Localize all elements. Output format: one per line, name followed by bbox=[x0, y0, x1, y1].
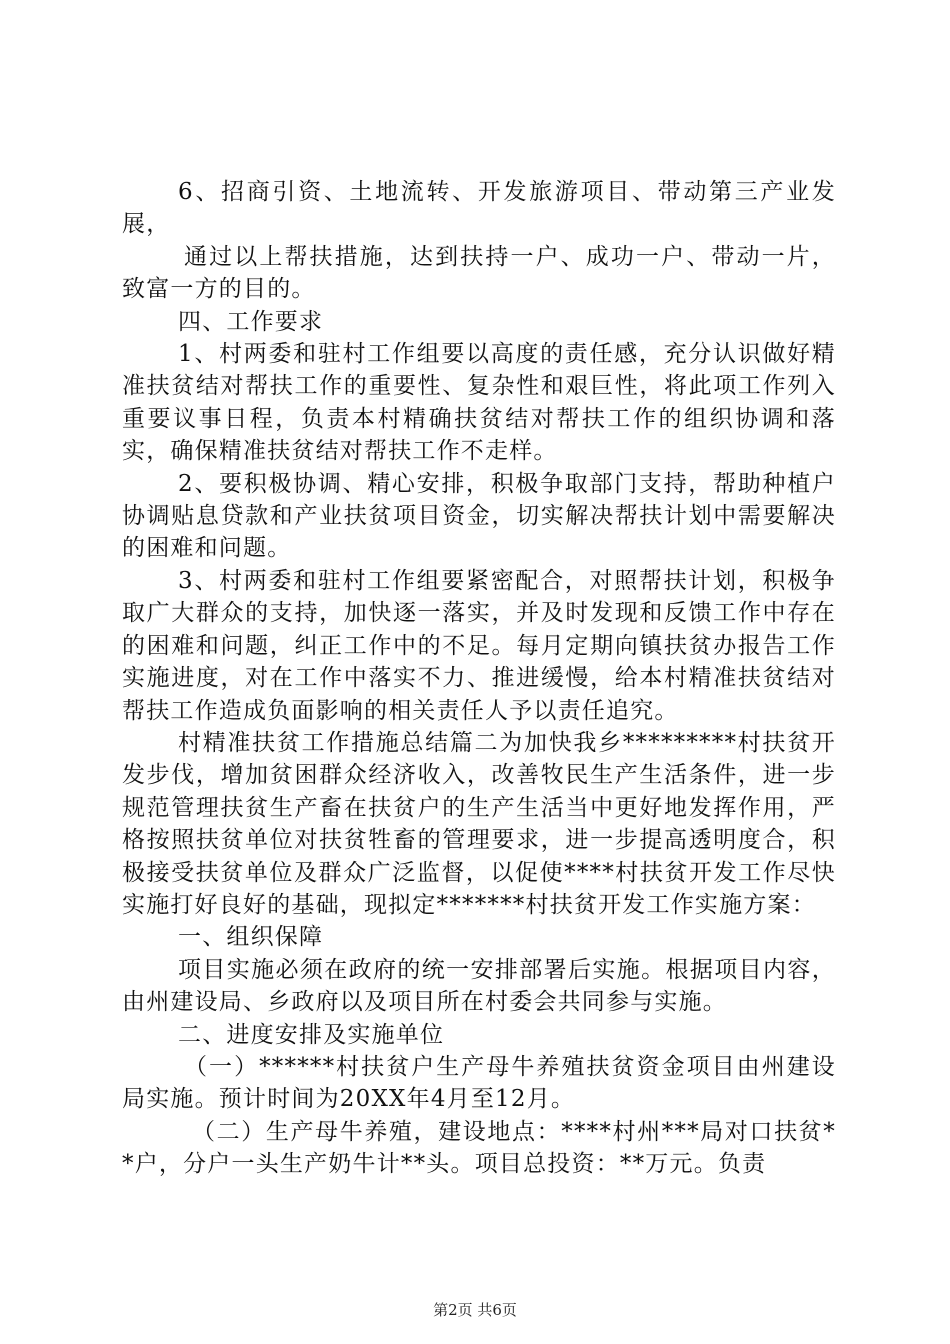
paragraph-schedule-2: （二）生产母牛养殖，建设地点：****村州***局对口扶贫**户，分户一头生产奶牛计**头。项目总投资：**万元。负责 bbox=[122, 1118, 836, 1178]
document-body bbox=[122, 176, 836, 1181]
section-heading-work-requirements: 四、工作要求 bbox=[178, 308, 324, 335]
paragraph-summary: 通过以上帮扶措施，达到扶持一户、成功一户、带动一片，致富一方的目的。 bbox=[122, 243, 836, 303]
section-heading-schedule: 二、进度安排及实施单位 bbox=[178, 1021, 445, 1048]
paragraph-organization: 项目实施必须在政府的统一安排部署后实施。根据项目内容，由州建设局、乡政府以及项目所在村委会共同参与实施。 bbox=[122, 956, 836, 1016]
paragraph-requirement-1: 1、村两委和驻村工作组要以高度的责任感，充分认识做好精准扶贫结对帮扶工作的重要性、复杂性和艰巨性，将此项工作列入重要议事日程，负责本村精确扶贫结对帮扶工作的组织协调和落实，确保精准扶贫结对帮扶工作不走样。 bbox=[122, 341, 836, 465]
page-number-label: 第2页 共6页 bbox=[433, 1301, 517, 1319]
paragraph-requirement-3: 3、村两委和驻村工作组要紧密配合，对照帮扶计划，积极争取广大群众的支持，加快逐一落实，并及时发现和反馈工作中存在的困难和问题，纠正工作中的不足。每月定期向镇扶贫办报告工作实施进度，对在工作中落实不力、推进缓慢，给本村精准扶贫结对帮扶工作造成负面影响的相关责任人予以责任追究。 bbox=[122, 567, 836, 724]
paragraph-item-6: 6、招商引资、土地流转、开发旅游项目、带动第三产业发展， bbox=[122, 179, 836, 238]
section-heading-organization: 一、组织保障 bbox=[178, 924, 324, 951]
paragraph-part-two-intro: 村精准扶贫工作措施总结篇二为加快我乡*********村扶贫开发步伐，增加贫困群众经济收入，改善牧民生产生活条件，进一步规范管理扶贫生产畜在扶贫户的生产生活当中更好地发挥作用，严格按照扶贫单位对扶贫牲畜的管理要求，进一步提高透明度合，积极接受扶贫单位及群众广泛监督，以促使****村扶贫开发工作尽快实施打好良好的基础，现拟定*******村扶贫开发工作实施方案： bbox=[122, 729, 836, 918]
page-footer bbox=[0, 1300, 950, 1320]
paragraph-schedule-1: （一）******村扶贫户生产母牛养殖扶贫资金项目由州建设局实施。预计时间为20XX年4月至12月。 bbox=[122, 1053, 836, 1113]
paragraph-requirement-2: 2、要积极协调、精心安排，积极争取部门支持，帮助种植户协调贴息贷款和产业扶贫项目资金，切实解决帮扶计划中需要解决的困难和问题。 bbox=[122, 470, 836, 562]
